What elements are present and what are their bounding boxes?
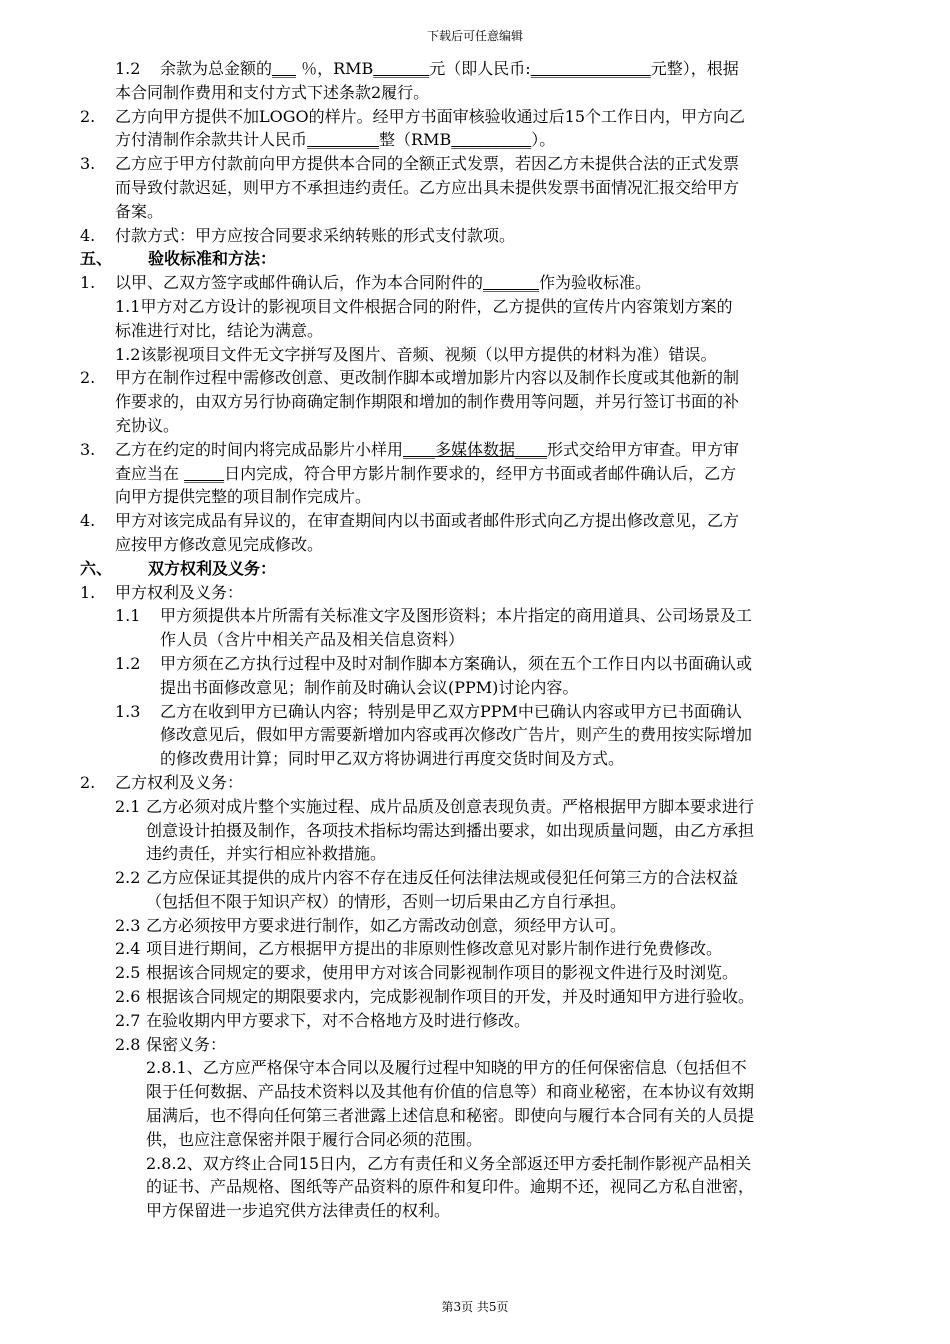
clause-number: 1.2 xyxy=(115,653,141,673)
clause-text xyxy=(115,438,739,462)
clause-number: 2.5 xyxy=(115,963,141,983)
text-segment: 保密义务： xyxy=(146,1034,227,1054)
clause-text xyxy=(148,247,276,271)
text-segment: 乙方应于甲方付款前向甲方提供本合同的全额正式发票，若因乙方未提供合法的正式发票 xyxy=(115,154,740,174)
text-segment: 向甲方提供完整的项目制作完成片。 xyxy=(115,487,372,507)
text-line xyxy=(0,200,950,224)
text-segment: 项目进行期间，乙方根据甲方提出的非原则性修改意见对影片制作进行免费修改。 xyxy=(146,939,723,959)
text-segment: （包括但不限于知识产权）的情形，否则一切后果由乙方自行承担。 xyxy=(146,891,627,911)
clause-number: 2.7 xyxy=(115,1010,141,1030)
text-line xyxy=(0,81,950,105)
text-line xyxy=(0,1152,950,1176)
clause-number: 六、 xyxy=(80,558,113,578)
text-segment: 甲方须在乙方执行过程中及时对制作脚本方案确认，须在五个工作日内以书面确认或 xyxy=(160,653,753,673)
clause-text xyxy=(160,652,752,676)
text-line xyxy=(0,57,950,81)
text-line xyxy=(0,581,950,605)
clause-text xyxy=(146,1152,751,1176)
blank-field: _________ xyxy=(307,130,380,150)
text-segment: 以甲、乙双方签字或邮件确认后，作为本合同附件的 xyxy=(115,273,484,293)
clause-text xyxy=(115,343,716,367)
clause-number: 1. xyxy=(80,582,96,602)
clause-number: 2. xyxy=(80,106,96,126)
contract-body xyxy=(0,57,950,1223)
clause-text xyxy=(160,604,752,628)
text-segment: 本合同制作费用和支付方式下述条款2履行。 xyxy=(115,82,430,102)
text-line xyxy=(0,819,950,843)
clause-text xyxy=(160,676,578,700)
text-line xyxy=(0,128,950,152)
clause-text xyxy=(115,462,736,486)
text-segment: 的证书、产品规格、图纸等产品资料的原件和复印件。逾期不还，视同乙方私自泄密， xyxy=(146,1177,755,1197)
text-line xyxy=(0,1104,950,1128)
text-segment: 提出书面修改意见；制作前及时确认会议(PPM)讨论内容。 xyxy=(160,677,579,697)
text-line xyxy=(0,700,950,724)
text-segment: 供，也应注意保密并限于履行合同必须的范围。 xyxy=(146,1129,483,1149)
clause-text xyxy=(146,961,738,985)
page-footer: 第3页 共5页 xyxy=(441,1300,509,1314)
clause-number: 2.4 xyxy=(115,939,141,959)
clause-number: 2.2 xyxy=(115,868,141,888)
text-segment: 乙方在收到甲方已确认内容；特别是甲乙双方PPM中已确认内容或甲方已书面确认 xyxy=(160,701,742,721)
text-line xyxy=(0,866,950,890)
text-segment: 元整），根据 xyxy=(650,59,739,78)
clause-text xyxy=(146,1175,754,1199)
clause-text xyxy=(146,1056,747,1080)
text-line xyxy=(0,795,950,819)
text-segment: 日内完成，符合甲方影片制作要求的，经甲方书面或者邮件确认后，乙方 xyxy=(224,463,737,483)
clause-text xyxy=(146,842,386,866)
text-line xyxy=(0,1033,950,1057)
text-line xyxy=(0,176,950,200)
clause-text xyxy=(115,509,739,533)
text-line xyxy=(0,723,950,747)
text-segment: 乙方应保证其提供的成片内容不存在违反任何法律法规或侵犯任何第三方的合法权益 xyxy=(146,868,739,888)
clause-text xyxy=(148,557,276,581)
text-segment: ）。 xyxy=(531,130,556,150)
text-line xyxy=(0,771,950,795)
text-line xyxy=(0,676,950,700)
clause-text xyxy=(115,366,739,390)
clause-text xyxy=(115,152,739,176)
clause-text xyxy=(146,914,626,938)
text-segment: 限于任何数据、产品技术资料以及其他有价值的信息等）和商业秘密，在本协议有效期 xyxy=(146,1082,755,1102)
blank-field: _______________ xyxy=(530,59,651,78)
clause-text xyxy=(115,128,555,152)
clause-text xyxy=(160,700,742,724)
text-line xyxy=(0,747,950,771)
text-line xyxy=(0,557,950,581)
text-line xyxy=(0,937,950,961)
clause-number: 2. xyxy=(80,368,96,388)
text-segment: 标准进行对比，结论为满意。 xyxy=(115,320,324,340)
text-segment: 乙方必须对成片整个实施过程、成片品质及创意表现负责。严格根据甲方脚本要求进行 xyxy=(146,796,755,816)
text-segment: 2.8.1、乙方应严格保守本合同以及履行过程中知晓的甲方的任何保密信息（包括但不 xyxy=(146,1058,747,1078)
blank-field: __________ xyxy=(451,130,532,150)
clause-text xyxy=(160,747,624,771)
text-line xyxy=(0,652,950,676)
text-segment: 1.1甲方对乙方设计的影视项目文件根据合同的附件，乙方提供的宣传片内容策划方案的 xyxy=(115,296,733,316)
text-segment: 查应当在 xyxy=(115,463,185,483)
clause-text xyxy=(146,1009,530,1033)
clause-number: 五、 xyxy=(80,249,113,269)
clause-text xyxy=(160,723,752,747)
text-line xyxy=(0,1080,950,1104)
text-line xyxy=(0,152,950,176)
text-segment: 而导致付款迟延，则甲方不承担违约责任。乙方应出具未提供发票书面情况汇报交给甲方 xyxy=(115,177,740,197)
blank-field: ___ xyxy=(272,59,297,78)
clause-number: 1.2 xyxy=(115,59,141,78)
text-line xyxy=(0,366,950,390)
clause-text xyxy=(115,390,739,414)
blank-field: _______ xyxy=(483,273,540,293)
text-line xyxy=(0,105,950,129)
text-line xyxy=(0,628,950,652)
text-line xyxy=(0,438,950,462)
text-segment: ％，RMB xyxy=(296,59,374,78)
clause-text xyxy=(115,485,371,509)
text-segment: 违约责任，并实行相应补救措施。 xyxy=(146,844,387,864)
text-segment: 修改意见后，假如甲方需要新增加内容或再次修改广告片，则产生的费用按实际增加 xyxy=(160,725,753,745)
clause-number: 2. xyxy=(80,772,96,792)
text-line xyxy=(0,842,950,866)
text-segment: 根据该合同规定的期限要求内，完成影视制作项目的开发，并及时通知甲方进行验收。 xyxy=(146,987,755,1007)
text-segment: 验收标准和方法： xyxy=(148,249,277,269)
text-segment: 乙方在约定的时间内将完成品影片小样用 xyxy=(115,439,404,459)
clause-text xyxy=(115,200,163,224)
text-line xyxy=(0,1175,950,1199)
clause-text xyxy=(115,224,515,248)
clause-text xyxy=(115,176,739,200)
text-segment: 作要求的，由双方另行协商确定制作期限和增加的制作费用等问题，并另行签订书面的补 xyxy=(115,392,740,412)
text-segment: 形式交给甲方审查。甲方审 xyxy=(547,439,740,459)
text-line xyxy=(0,390,950,414)
text-line xyxy=(0,1009,950,1033)
text-segment: 乙方必须按甲方要求进行制作，如乙方需改动创意，须经甲方认可。 xyxy=(146,915,627,935)
text-line xyxy=(0,414,950,438)
text-line xyxy=(0,224,950,248)
text-line xyxy=(0,961,950,985)
text-segment: 余款为总金额的 xyxy=(160,59,273,78)
clause-text xyxy=(115,533,323,557)
text-line xyxy=(0,319,950,343)
text-line xyxy=(0,462,950,486)
text-segment: 甲方保留进一步追究供方法律责任的权利。 xyxy=(146,1201,451,1221)
clause-text xyxy=(146,937,722,961)
text-segment: 付款方式：甲方应按合同要求采纳转账的形式支付款项。 xyxy=(115,225,516,245)
text-segment: 充协议。 xyxy=(115,415,180,435)
clause-number: 4. xyxy=(80,511,96,531)
clause-number: 3. xyxy=(80,154,96,174)
clause-text xyxy=(146,866,738,890)
text-segment: 作为验收标准。 xyxy=(539,273,652,293)
page-header: 下载后可任意编辑 xyxy=(426,29,523,43)
text-segment: 甲方对该完成品有异议的，在审查期间内以书面或者邮件形式向乙方提出修改意见，乙方 xyxy=(115,511,740,531)
text-segment: 乙方向甲方提供不加LOGO的样片。经甲方书面审核验收通过后15个工作日内，甲方向乙 xyxy=(115,106,746,126)
clause-number: 1.1 xyxy=(115,606,141,626)
clause-number: 2.6 xyxy=(115,987,141,1007)
text-segment: 应按甲方修改意见完成修改。 xyxy=(115,534,324,554)
clause-text xyxy=(115,319,323,343)
clause-number: 4. xyxy=(80,225,96,245)
text-line xyxy=(0,890,950,914)
text-line xyxy=(0,985,950,1009)
clause-number: 2.8 xyxy=(115,1034,141,1054)
text-line xyxy=(0,485,950,509)
clause-text xyxy=(146,890,626,914)
clause-number: 2.3 xyxy=(115,915,141,935)
text-segment: 备案。 xyxy=(115,201,164,221)
text-line xyxy=(0,509,950,533)
text-line xyxy=(0,914,950,938)
clause-text xyxy=(115,771,243,795)
clause-number: 1.3 xyxy=(115,701,141,721)
text-line xyxy=(0,271,950,295)
clause-text xyxy=(160,57,739,81)
blank-field: _____ xyxy=(184,463,225,483)
clause-text xyxy=(146,1104,754,1128)
clause-number: 3. xyxy=(80,439,96,459)
text-line xyxy=(0,247,950,271)
clause-text xyxy=(115,271,651,295)
clause-text xyxy=(115,81,429,105)
text-segment: 乙方权利及义务： xyxy=(115,772,244,792)
text-line xyxy=(0,1128,950,1152)
text-line xyxy=(0,533,950,557)
clause-text xyxy=(146,1080,754,1104)
text-segment: 的修改费用计算；同时甲乙双方将协调进行再度交货时间及方式。 xyxy=(160,749,625,769)
clause-text xyxy=(115,414,179,438)
text-segment: 2.8.2、双方终止合同15日内，乙方有责任和义务全部返还甲方委托制作影视产品相关 xyxy=(146,1153,752,1173)
blank-field: _______ xyxy=(373,59,430,78)
blank-field: ____多媒体数据____ xyxy=(403,439,548,459)
text-segment: 届满后，也不得向任何第三者泄露上述信息和秘密。即使向与履行本合同有关的人员提 xyxy=(146,1106,755,1126)
clause-text xyxy=(160,628,464,652)
text-segment: 根据该合同规定的要求，使用甲方对该合同影视制作项目的影视文件进行及时浏览。 xyxy=(146,963,739,983)
clause-text xyxy=(146,1199,450,1223)
clause-text xyxy=(115,581,243,605)
text-segment: 方付清制作余款共计人民币 xyxy=(115,130,308,150)
clause-text xyxy=(115,105,745,129)
text-segment: 作人员（含片中相关产品及相关信息资料） xyxy=(160,630,465,650)
text-line xyxy=(0,295,950,319)
text-segment: 甲方权利及义务： xyxy=(115,582,244,602)
text-segment: 甲方在制作过程中需修改创意、更改制作脚本或增加影片内容以及制作长度或其他新的制 xyxy=(115,368,740,388)
text-segment: 1.2该影视项目文件无文字拼写及图片、音频、视频（以甲方提供的材料为准）错误。 xyxy=(115,344,717,364)
clause-text xyxy=(146,1128,482,1152)
text-segment: 在验收期内甲方要求下，对不合格地方及时进行修改。 xyxy=(146,1010,531,1030)
text-segment: 元（即人民币: xyxy=(429,59,531,78)
clause-text xyxy=(146,795,754,819)
clause-number: 2.1 xyxy=(115,796,141,816)
text-line xyxy=(0,1056,950,1080)
text-line xyxy=(0,604,950,628)
clause-number: 1. xyxy=(80,273,96,293)
text-line xyxy=(0,343,950,367)
clause-text xyxy=(146,1033,226,1057)
text-segment: 创意设计拍摄及制作，各项技术指标均需达到播出要求，如出现质量问题，由乙方承担 xyxy=(146,820,755,840)
text-segment: 整（RMB xyxy=(379,130,452,150)
text-line xyxy=(0,1199,950,1223)
clause-text xyxy=(146,985,754,1009)
text-segment: 甲方须提供本片所需有关标准文字及图形资料；本片指定的商用道具、公司场景及工 xyxy=(160,606,753,626)
clause-text xyxy=(146,819,754,843)
clause-text xyxy=(115,295,732,319)
text-segment: 双方权利及义务： xyxy=(148,558,277,578)
